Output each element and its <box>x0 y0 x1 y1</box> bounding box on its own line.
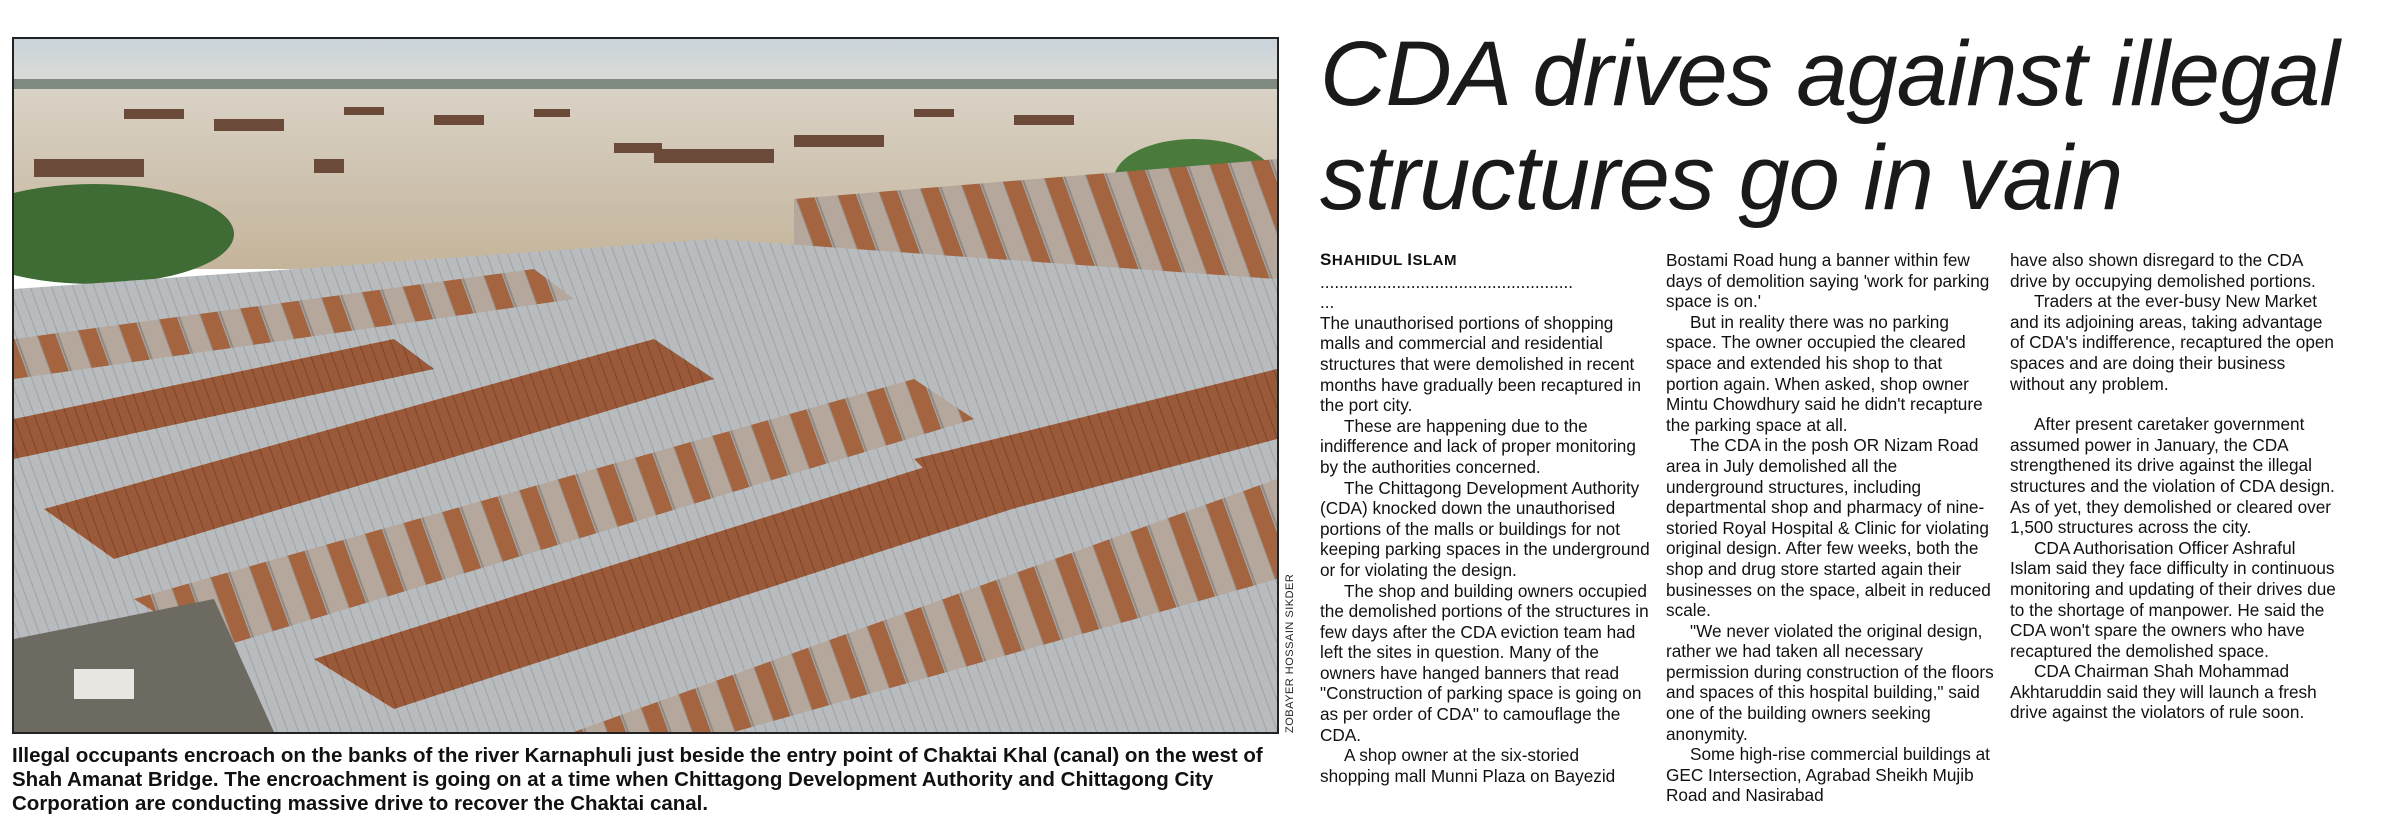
paragraph: A shop owner at the six-storied shopping mall Munni Plaza on Bayezid <box>1320 745 1616 786</box>
byline-rule: ..................................................... <box>1320 271 1574 292</box>
article-column-2 <box>1666 250 1996 806</box>
paragraph: After present caretaker government assumed power in January, the CDA strengthened its drive against the illegal structures and the violation of CDA design. As of yet, they demolished or cleared over 1,500 structures across the city. <box>2010 414 2335 538</box>
headline <box>1320 22 2370 230</box>
paragraph: CDA Authorisation Officer Ashraful Islam said they face difficulty in continuous monitoring and updating of their drives due to the shortage of manpower. He said the CDA won't spare the owners who have recaptured the demolished space. <box>2010 537 2336 661</box>
paragraph: These are happening due to the indifference and lack of proper monitoring by the authorities concerned. <box>1320 415 1636 477</box>
paragraph: The Chittagong Development Authority (CDA) knocked down the unauthorised portions of the malls or buildings for not keeping parking spaces in the underground or for violating the design. <box>1320 477 1650 580</box>
paragraph: Bostami Road hung a banner within few days of demolition saying 'work for parking space is on.' <box>1666 250 1990 312</box>
paragraph: Some high-rise commercial buildings at GEC Intersection, Agrabad Sheikh Mujib Road and Nasirabad <box>1666 744 1990 806</box>
byline: SHAHIDUL ISLAM <box>1320 250 1457 269</box>
riverside-slum-photo <box>14 39 1277 732</box>
article-column-3 <box>2010 250 2340 723</box>
paragraph: "We never violated the original design, rather we had taken all necessary permission during construction of the floors and spaces of this hospital building," said one of the building owners seeking anonymity. <box>1666 620 1994 744</box>
paragraph: have also shown disregard to the CDA drive by occupying demolished portions. <box>2010 250 2316 291</box>
headline-line-2: structures go in vain <box>1320 127 2123 229</box>
photo-caption: Illegal occupants encroach on the banks of the river Karnaphuli just beside the entry point of Chaktai Khal (canal) on the west of Shah Amanat Bridge. The encroachment is going on at a time when Chittagong Development Authority and Chittagong City Corporation are conducting massive drive to recover the Chaktai canal. <box>12 744 1263 815</box>
paragraph: CDA Chairman Shah Mohammad Akhtaruddin said they will launch a fresh drive against the violators of rule soon. <box>2010 661 2317 723</box>
paragraph: ... <box>1320 292 1335 313</box>
paragraph: Traders at the ever-busy New Market and its adjoining areas, taking advantage of CDA's indifference, recaptured the open spaces and are doing their business without any problem. <box>2010 291 2334 394</box>
paragraph: But in reality there was no parking space. The owner occupied the cleared space and extended his shop to that portion again. When asked, shop owner Mintu Chowdhury said he didn't recapture the parking space at all. <box>1666 311 1983 435</box>
paragraph: The CDA in the posh OR Nizam Road area in July demolished all the underground structures, including departmental shop and pharmacy of nine-storied Royal Hospital & Clinic for violating original design. After few weeks, both the shop and drug store started again their businesses on the space, albeit in reduced scale. <box>1666 435 1991 621</box>
photo-credit: ZOBAYER HOSSAIN SIKDER <box>1284 573 1296 733</box>
paragraph: The unauthorised portions of shopping malls and commercial and residential structures that were demolished in recent months have gradually been recaptured in the port city. <box>1320 312 1642 416</box>
paragraph-spacer <box>2010 394 2340 414</box>
paragraph: The shop and building owners occupied the demolished portions of the structures in few days after the CDA eviction team had left the sites in question. Many of the owners have hanged banners that read "Construction of parking space is going on as per order of CDA" to camouflage the CDA. <box>1320 580 1649 745</box>
news-photo <box>12 37 1279 734</box>
article-column-1 <box>1320 250 1650 786</box>
headline-line-1: CDA drives against illegal <box>1320 23 2339 125</box>
